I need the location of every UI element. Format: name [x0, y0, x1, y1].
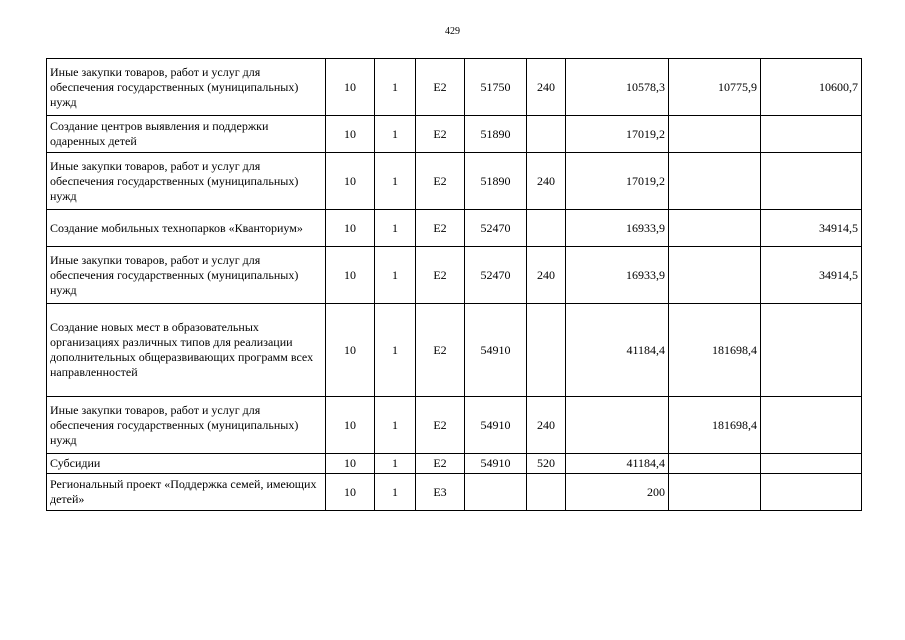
table-row: [47, 247, 862, 304]
table-row: [47, 59, 862, 116]
row-name: Иные закупки товаров, работ и услуг для обеспечения государственных (муниципальных) нужд: [47, 59, 326, 116]
amount-1: 16933,9: [566, 210, 669, 247]
amount-3: 34914,5: [761, 247, 862, 304]
project-code: Е2: [416, 210, 465, 247]
amount-1: 16933,9: [566, 247, 669, 304]
table-row: [47, 397, 862, 454]
amount-2: [669, 474, 761, 511]
expense-type-code: [527, 116, 566, 153]
target-code: 51890: [465, 153, 527, 210]
subsection-code: 1: [375, 210, 416, 247]
project-code: Е2: [416, 304, 465, 397]
table-row: [47, 210, 862, 247]
subsection-code: 1: [375, 116, 416, 153]
row-name: Региональный проект «Поддержка семей, имеющих детей»: [47, 474, 326, 511]
amount-2: [669, 247, 761, 304]
expense-type-code: 240: [527, 153, 566, 210]
row-name: Иные закупки товаров, работ и услуг для обеспечения государственных (муниципальных) нужд: [47, 247, 326, 304]
table-row: [47, 153, 862, 210]
subsection-code: 1: [375, 59, 416, 116]
expense-type-code: 520: [527, 454, 566, 474]
section-code: 10: [326, 474, 375, 511]
section-code: 10: [326, 454, 375, 474]
row-name: Создание мобильных технопарков «Кванториум»: [47, 210, 326, 247]
section-code: 10: [326, 210, 375, 247]
budget-table: [46, 58, 862, 511]
target-code: 51750: [465, 59, 527, 116]
amount-2: 181698,4: [669, 304, 761, 397]
section-code: 10: [326, 397, 375, 454]
target-code: 54910: [465, 304, 527, 397]
project-code: Е2: [416, 59, 465, 116]
amount-3: [761, 153, 862, 210]
amount-3: 10600,7: [761, 59, 862, 116]
project-code: Е2: [416, 153, 465, 210]
target-code: 52470: [465, 247, 527, 304]
subsection-code: 1: [375, 474, 416, 511]
amount-1: 41184,4: [566, 304, 669, 397]
row-name: Субсидии: [47, 454, 326, 474]
amount-1: [566, 397, 669, 454]
section-code: 10: [326, 59, 375, 116]
amount-2: 181698,4: [669, 397, 761, 454]
amount-2: 10775,9: [669, 59, 761, 116]
table-row: [47, 474, 862, 511]
expense-type-code: [527, 210, 566, 247]
amount-3: [761, 454, 862, 474]
amount-2: [669, 153, 761, 210]
project-code: Е2: [416, 397, 465, 454]
row-name: Иные закупки товаров, работ и услуг для обеспечения государственных (муниципальных) нужд: [47, 153, 326, 210]
subsection-code: 1: [375, 247, 416, 304]
amount-2: [669, 454, 761, 474]
amount-3: [761, 397, 862, 454]
target-code: 54910: [465, 397, 527, 454]
expense-type-code: 240: [527, 397, 566, 454]
amount-2: [669, 210, 761, 247]
project-code: Е3: [416, 474, 465, 511]
amount-3: [761, 474, 862, 511]
section-code: 10: [326, 153, 375, 210]
section-code: 10: [326, 247, 375, 304]
row-name: Создание центров выявления и поддержки одаренных детей: [47, 116, 326, 153]
table-row: [47, 116, 862, 153]
table-row: [47, 304, 862, 397]
row-name: Создание новых мест в образовательных организациях различных типов для реализации дополнительных общеразвивающих программ всех направленностей: [47, 304, 326, 397]
project-code: Е2: [416, 454, 465, 474]
subsection-code: 1: [375, 454, 416, 474]
project-code: Е2: [416, 116, 465, 153]
table-row: [47, 454, 862, 474]
target-code: 52470: [465, 210, 527, 247]
amount-1: 17019,2: [566, 153, 669, 210]
amount-1: 200: [566, 474, 669, 511]
page-number: 429: [445, 26, 460, 37]
row-name: Иные закупки товаров, работ и услуг для обеспечения государственных (муниципальных) нужд: [47, 397, 326, 454]
project-code: Е2: [416, 247, 465, 304]
section-code: 10: [326, 116, 375, 153]
subsection-code: 1: [375, 153, 416, 210]
section-code: 10: [326, 304, 375, 397]
expense-type-code: [527, 474, 566, 511]
amount-2: [669, 116, 761, 153]
subsection-code: 1: [375, 397, 416, 454]
expense-type-code: [527, 304, 566, 397]
target-code: [465, 474, 527, 511]
amount-3: 34914,5: [761, 210, 862, 247]
subsection-code: 1: [375, 304, 416, 397]
amount-1: 10578,3: [566, 59, 669, 116]
expense-type-code: 240: [527, 247, 566, 304]
amount-3: [761, 304, 862, 397]
amount-3: [761, 116, 862, 153]
expense-type-code: 240: [527, 59, 566, 116]
amount-1: 17019,2: [566, 116, 669, 153]
amount-1: 41184,4: [566, 454, 669, 474]
target-code: 54910: [465, 454, 527, 474]
target-code: 51890: [465, 116, 527, 153]
